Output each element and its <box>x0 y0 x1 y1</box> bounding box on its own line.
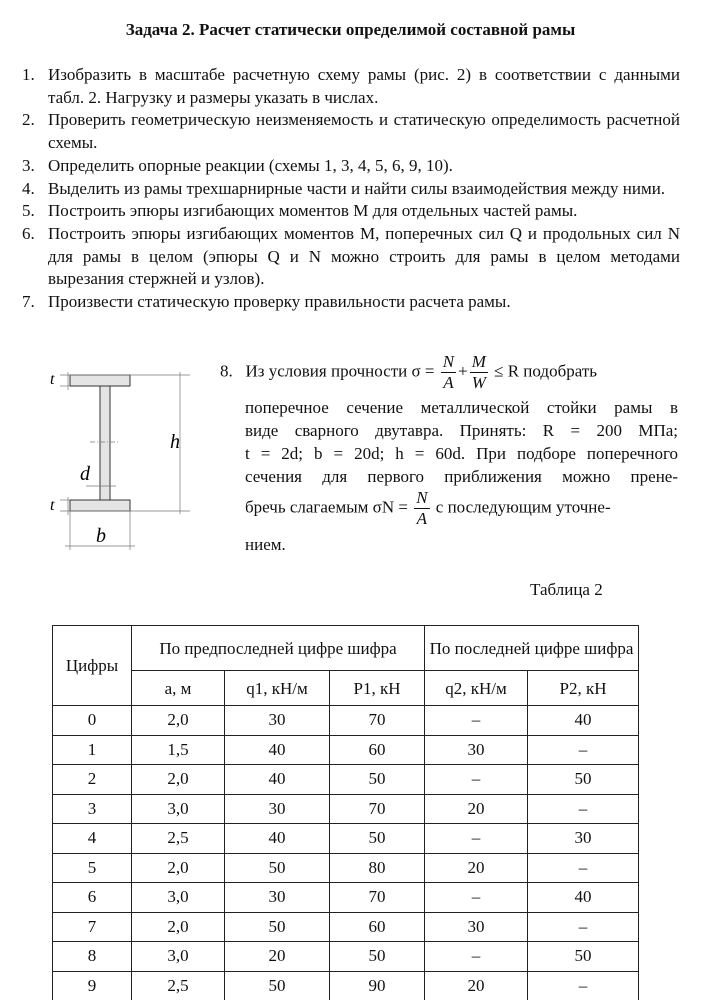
table-cell: 50 <box>225 912 330 942</box>
table-row <box>53 942 639 972</box>
table-cell: 20 <box>425 853 528 883</box>
table-cell: 3,0 <box>132 794 225 824</box>
task-text: Произвести статическую проверку правильности расчета рамы. <box>48 292 511 312</box>
table-cell: 4 <box>53 824 132 854</box>
task-item <box>22 64 680 109</box>
task8-line6 <box>245 488 611 529</box>
table-cell: 30 <box>425 735 528 765</box>
plus-sign: + <box>458 361 468 381</box>
task-item <box>22 291 680 314</box>
table-row <box>53 794 639 824</box>
table-cell: 7 <box>53 912 132 942</box>
table-cell: – <box>528 853 639 883</box>
table-cell: 60 <box>330 912 425 942</box>
table-cell: – <box>528 735 639 765</box>
table-cell: 2 <box>53 765 132 795</box>
table-cell: 40 <box>528 883 639 913</box>
table-cell: 90 <box>330 971 425 1000</box>
table-cell: – <box>425 706 528 736</box>
dim-d: d <box>80 463 90 485</box>
table-cell: 20 <box>425 971 528 1000</box>
task-number: 5. <box>22 201 35 221</box>
fraction-m-w <box>470 352 488 393</box>
task-text: Построить эпюры изгибающих моментов M, поперечных сил Q и продольных сил N для рамы в целом (эпюры Q и N можно строить для рамы в целом методами вырезания стержней и узлов). <box>48 223 680 289</box>
denominator: A <box>416 509 428 528</box>
table-cell: 40 <box>225 824 330 854</box>
task-item <box>22 223 680 291</box>
table-cell: – <box>528 971 639 1000</box>
task8-text: бречь слагаемым σN = <box>245 497 408 517</box>
dim-b: b <box>96 525 106 547</box>
table-cell: 9 <box>53 971 132 1000</box>
table-cell: – <box>425 883 528 913</box>
table-cell: 50 <box>330 824 425 854</box>
table-cell: 5 <box>53 853 132 883</box>
task-text: Изобразить в масштабе расчетную схему рамы (рис. 2) в соответствии с данными табл. 2. Нагрузку и размеры указать в числах. <box>48 65 680 107</box>
table-cell: 30 <box>225 794 330 824</box>
table-cell: 30 <box>225 706 330 736</box>
task-text: Выделить из рамы трехшарнирные части и найти силы взаимодействия между ними. <box>48 178 666 198</box>
task-title: Задача 2. Расчет статически определимой составной рамы <box>125 20 576 39</box>
table-cell: 40 <box>225 765 330 795</box>
top-flange <box>70 375 130 386</box>
table-row <box>53 706 639 736</box>
web <box>100 386 110 500</box>
task-text: Определить опорные реакции (схемы 1, 3, 4, 5, 6, 9, 10). <box>48 155 453 175</box>
dim-t-bottom: t <box>50 497 55 514</box>
table-cell: 2,5 <box>132 971 225 1000</box>
table-row <box>53 971 639 1000</box>
table-cell: 2,0 <box>132 853 225 883</box>
task8-text: ≤ R подобрать <box>494 361 598 381</box>
table-cell: 30 <box>528 824 639 854</box>
numerator: M <box>471 352 486 371</box>
denominator: W <box>471 373 486 392</box>
header-group-penultimate: По предпоследней цифре шифра <box>132 626 425 671</box>
task8-line2: поперечное сечение металлической стойки рамы в <box>245 398 678 417</box>
column-header: a, м <box>132 671 225 706</box>
fraction-n-a <box>414 488 429 529</box>
task8-line1 <box>220 352 597 393</box>
table-cell: 50 <box>225 971 330 1000</box>
table-cell: 1 <box>53 735 132 765</box>
table-cell: 2,0 <box>132 765 225 795</box>
task-number: 3. <box>22 155 35 175</box>
table-cell: 3 <box>53 794 132 824</box>
task8-line7: нием. <box>245 535 286 554</box>
column-header: P1, кН <box>330 671 425 706</box>
table-cell: 40 <box>225 735 330 765</box>
table-row <box>53 853 639 883</box>
table-cell: 2,5 <box>132 824 225 854</box>
table-cell: 50 <box>330 765 425 795</box>
table-cell: 3,0 <box>132 883 225 913</box>
task-number: 1. <box>22 65 35 84</box>
table-row <box>53 912 639 942</box>
column-header: q2, кН/м <box>425 671 528 706</box>
table-cell: 70 <box>330 883 425 913</box>
table-row <box>53 765 639 795</box>
table-cell: – <box>425 765 528 795</box>
table-cell: – <box>528 794 639 824</box>
table-row <box>53 735 639 765</box>
task-number: 7. <box>22 292 35 312</box>
table-cell: 50 <box>330 942 425 972</box>
dim-h: h <box>170 431 180 453</box>
task-number: 2. <box>22 110 35 130</box>
task8-line5: сечения для первого приближения можно прене- <box>245 467 678 486</box>
table-cell: 30 <box>225 883 330 913</box>
data-table <box>52 625 639 1000</box>
numerator: N <box>416 488 428 507</box>
task8-line4: t = 2d; b = 20d; h = 60d. При подборе поперечного <box>245 444 678 463</box>
numerator: N <box>442 352 455 371</box>
table-cell: 2,0 <box>132 706 225 736</box>
table-cell: 30 <box>425 912 528 942</box>
task8-text: Из условия прочности σ = <box>245 361 435 381</box>
table-cell: 50 <box>528 765 639 795</box>
bottom-flange <box>70 500 130 511</box>
task-text: Проверить геометрическую неизменяемость и статическую определимость расчетной схемы. <box>48 110 680 153</box>
task-list <box>22 64 680 314</box>
table-cell: 3,0 <box>132 942 225 972</box>
table-cell: 0 <box>53 706 132 736</box>
dim-t-top: t <box>50 371 55 388</box>
table-cell: 20 <box>225 942 330 972</box>
i-beam-figure <box>20 360 200 560</box>
task-item <box>22 200 680 223</box>
task-item <box>22 155 680 178</box>
table-cell: 2,0 <box>132 912 225 942</box>
task8-text: с последующим уточне- <box>435 497 611 517</box>
task-number: 8. <box>220 361 233 381</box>
table-cell: – <box>528 912 639 942</box>
fraction-n-a <box>441 352 456 393</box>
header-digits: Цифры <box>53 626 132 706</box>
task-number: 6. <box>22 223 35 243</box>
table-cell: 70 <box>330 794 425 824</box>
task-item <box>22 109 680 154</box>
denominator: A <box>443 373 454 392</box>
table-cell: 40 <box>528 706 639 736</box>
header-group-last: По последней цифре шифра <box>425 626 639 671</box>
task-number: 4. <box>22 178 35 198</box>
table-cell: 20 <box>425 794 528 824</box>
table-cell: 80 <box>330 853 425 883</box>
table-cell: – <box>425 942 528 972</box>
table-cell: 6 <box>53 883 132 913</box>
column-header: q1, кН/м <box>225 671 330 706</box>
table-cell: 1,5 <box>132 735 225 765</box>
task8-line3: виде сварного двутавра. Принять: R = 200 МПа; <box>245 421 678 440</box>
table-caption: Таблица 2 <box>530 580 603 599</box>
column-header: P2, кН <box>528 671 639 706</box>
task-text: Построить эпюры изгибающих моментов M для отдельных частей рамы. <box>48 201 578 221</box>
table-cell: 70 <box>330 706 425 736</box>
table-row <box>53 883 639 913</box>
table-row <box>53 824 639 854</box>
table-cell: 8 <box>53 942 132 972</box>
table-cell: 60 <box>330 735 425 765</box>
table-cell: 50 <box>225 853 330 883</box>
table-cell: 50 <box>528 942 639 972</box>
task-item <box>22 178 680 201</box>
table-cell: – <box>425 824 528 854</box>
